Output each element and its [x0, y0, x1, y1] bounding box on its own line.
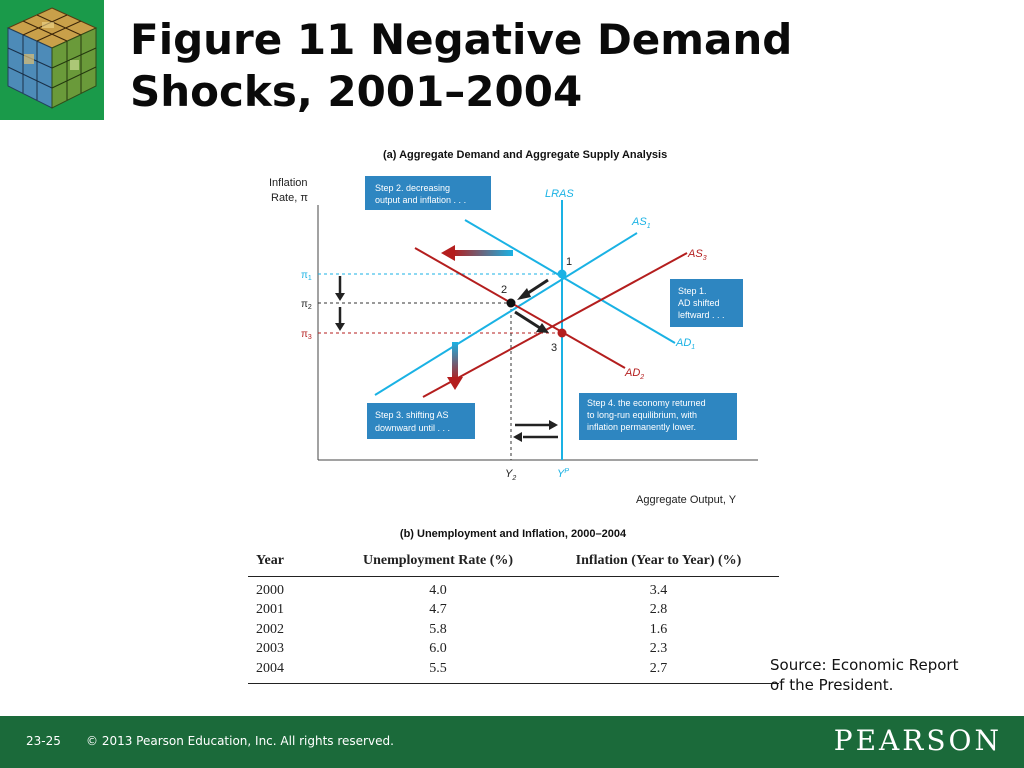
cell-inflation: 3.4: [649, 582, 668, 598]
y-axis-label-line-2: Rate, π: [271, 192, 308, 204]
cell-unemployment: 4.7: [429, 602, 447, 617]
unemployment-inflation-table: [248, 546, 779, 678]
ad1-curve: [465, 220, 675, 343]
step-4-box: [579, 393, 737, 440]
y-axis-label-line-1: Inflation: [269, 177, 308, 189]
header-year: Year: [248, 546, 338, 576]
step-3-box: [367, 403, 475, 439]
title-line-1: Figure 11 Negative Demand: [130, 15, 793, 64]
pi3-label: $\pi_3$: [301, 329, 312, 341]
as3-label: $AS_3$: [688, 248, 707, 262]
output-left-arrow: [513, 432, 558, 442]
as1-curve: [375, 233, 637, 395]
source-line-1: Source: Economic Report: [770, 656, 959, 674]
table-caption: (b) Unemployment and Inflation, 2000–2004: [399, 528, 627, 540]
equilibrium-point-2: [507, 299, 516, 308]
point-1-label: 1: [566, 256, 573, 268]
pi-down-arrow-1: [335, 276, 345, 301]
cell-unemployment: 5.5: [429, 660, 447, 676]
source-note: [770, 655, 1010, 695]
table-row: [248, 620, 779, 640]
slide-title: [130, 14, 990, 118]
cell-inflation: 2.3: [649, 641, 668, 656]
y2-label: $Y_2$: [505, 468, 517, 482]
header-unemployment: Unemployment Rate (%): [338, 546, 538, 576]
pi1-label: $\pi_1$: [301, 270, 312, 282]
svg-text:downward until . . .: downward until . . .: [375, 423, 451, 433]
point-3-label: 3: [551, 342, 558, 354]
svg-text:Step 4. the economy returned: Step 4. the economy returned: [587, 398, 706, 408]
ad-shift-left-arrow: [441, 245, 513, 261]
yp-label: $Y^P$: [557, 468, 570, 480]
diagram-caption: (a) Aggregate Demand and Aggregate Supply Analysis: [383, 149, 668, 161]
cell-year: 2001: [256, 602, 284, 617]
cell-inflation: 1.6: [649, 621, 668, 637]
equilibrium-point-1: [558, 270, 567, 279]
table-row: [248, 600, 779, 620]
as1-label: $AS_1$: [632, 216, 651, 230]
step-1-box: [670, 279, 743, 327]
svg-text:Step 2. decreasing: Step 2. decreasing: [375, 183, 451, 193]
svg-text:Step 1.: Step 1.: [678, 286, 707, 296]
ad2-label: $AD_2$: [625, 367, 645, 381]
cell-inflation: 2.7: [649, 660, 668, 676]
ad-as-diagram: [255, 140, 785, 515]
svg-text:output and inflation . . .: output and inflation . . .: [375, 195, 467, 205]
title-line-2: Shocks, 2001–2004: [130, 67, 583, 116]
table-row: [248, 659, 779, 679]
footer-bar: [0, 716, 1024, 768]
table-header-row: [248, 546, 779, 576]
cell-unemployment: 4.0: [429, 582, 447, 598]
ad1-label: $AD_1$: [676, 337, 696, 351]
cell-unemployment: 6.0: [429, 641, 447, 656]
svg-text:inflation permanently lower.: inflation permanently lower.: [587, 422, 697, 432]
svg-text:Step 3. shifting AS: Step 3. shifting AS: [375, 410, 449, 420]
header-inflation: Inflation (Year to Year) (%): [538, 546, 779, 576]
table-row: [248, 639, 779, 659]
cell-year: 2002: [256, 621, 284, 637]
pi2-label: $\pi_2$: [301, 299, 312, 311]
table-bottom-rule: [248, 683, 779, 684]
step-2-box: [365, 176, 491, 210]
table-row: [248, 576, 779, 600]
cell-year: 2000: [256, 582, 284, 598]
svg-text:leftward . . .: leftward . . .: [678, 310, 725, 320]
x-axis-label: Aggregate Output, Y: [636, 494, 737, 506]
source-line-2: of the President.: [770, 676, 894, 694]
point-2-label: 2: [501, 284, 508, 296]
pearson-logo: PEARSON: [833, 724, 1002, 757]
cell-unemployment: 5.8: [429, 621, 447, 637]
cell-year: 2004: [256, 660, 284, 676]
lras-label: LRAS: [545, 188, 574, 200]
slide-number: 23-25: [26, 734, 61, 748]
cell-inflation: 2.8: [649, 602, 668, 617]
rubiks-cube-icon: [0, 0, 104, 120]
output-right-arrow: [515, 420, 558, 430]
pi-down-arrow-2: [335, 307, 345, 331]
svg-text:AD shifted: AD shifted: [678, 298, 720, 308]
cell-year: 2003: [256, 641, 284, 656]
equilibrium-point-3: [558, 329, 567, 338]
svg-text:to long-run equilibrium, with: to long-run equilibrium, with: [587, 410, 698, 420]
copyright-text: © 2013 Pearson Education, Inc. All rights reserved.: [86, 734, 394, 748]
